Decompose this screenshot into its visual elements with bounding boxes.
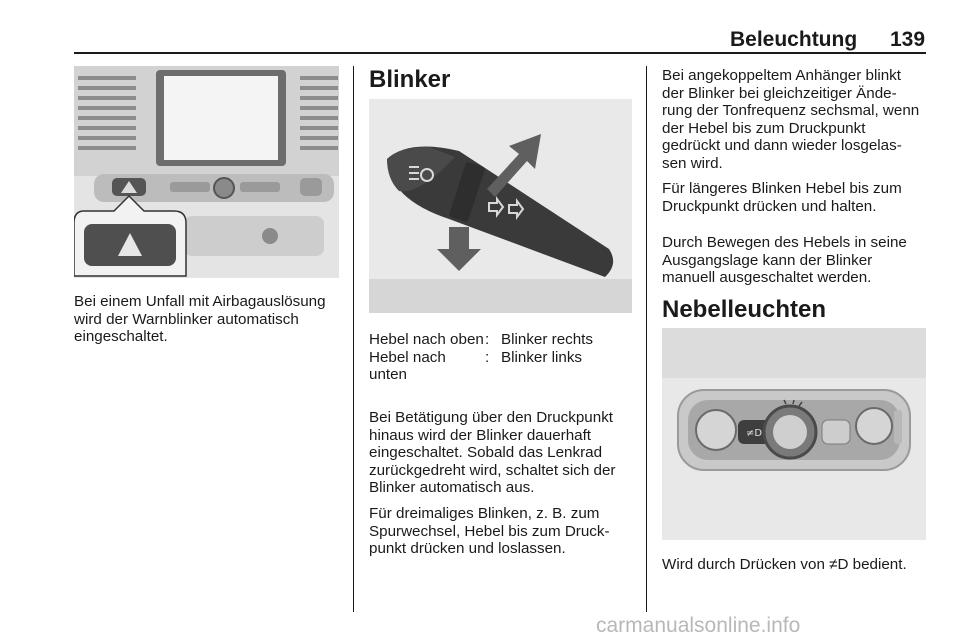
watermark-text: carmanualsonline.info (596, 614, 801, 637)
chapter-title: Beleuchtung (730, 28, 858, 51)
separator-cell: : (485, 348, 490, 366)
turn-signal-lever-illustration (369, 99, 632, 313)
signal-result-cell: Blinker links (501, 348, 583, 366)
signal-result-cell: Blinker rechts (501, 331, 594, 348)
fog-light-switch-figure (662, 328, 926, 540)
section-heading-nebelleuchten: Nebelleuchten (662, 296, 827, 323)
trailer-paragraph: Bei angekoppeltem Anhänger blinkt der Blinker bei gleichzeitiger Ände- rung der Tonfrequenz sechsmal, wenn der Hebel bis zum Druckpunkt gedrückt und dann wieder losgelas- sen wird. (662, 67, 920, 172)
hazard-warning-button-figure (74, 66, 339, 278)
fog-light-caption: Wird durch Drücken von ≠D bedient. (662, 556, 907, 573)
column-divider-right (646, 66, 647, 612)
svg-text:≠D: ≠D (745, 428, 763, 439)
lever-position-cell: Hebel nach unten (369, 348, 446, 384)
column-divider-left (353, 66, 354, 612)
push-through-paragraph: Bei Betätigung über den Druckpunkt hinaus wird der Blinker dauerhaft eingeschaltet. Sobald das Lenkrad zurückgedreht wird, schaltet sich der Blinker automatisch aus. (369, 409, 616, 497)
dashboard-illustration (74, 66, 339, 278)
separator-cell: : (485, 331, 490, 348)
airbag-hazard-paragraph: Bei einem Unfall mit Airbagauslösung wird der Warnblinker automatisch eingeschaltet. (74, 293, 326, 346)
page-number: 139 (890, 28, 926, 51)
long-blink-paragraph: Für längeres Blinken Hebel bis zum Druckpunkt drücken und halten. (662, 180, 902, 215)
lever-position-cell: Hebel nach oben (369, 331, 484, 348)
three-blink-paragraph: Für dreimaliges Blinken, z. B. zum Spurwechsel, Hebel bis zum Druck- punkt drücken und loslassen. (369, 505, 610, 558)
section-heading-blinker: Blinker (369, 66, 451, 93)
header-rule (74, 52, 926, 54)
light-switch-panel-illustration (662, 328, 926, 540)
table-row (369, 349, 631, 384)
turn-signal-lever-figure (369, 99, 632, 313)
manual-off-paragraph: Durch Bewegen des Hebels in seine Ausgangslage kann der Blinker manuell ausgeschaltet werden. (662, 234, 907, 287)
table-row (369, 331, 631, 349)
lever-direction-table (369, 331, 631, 384)
